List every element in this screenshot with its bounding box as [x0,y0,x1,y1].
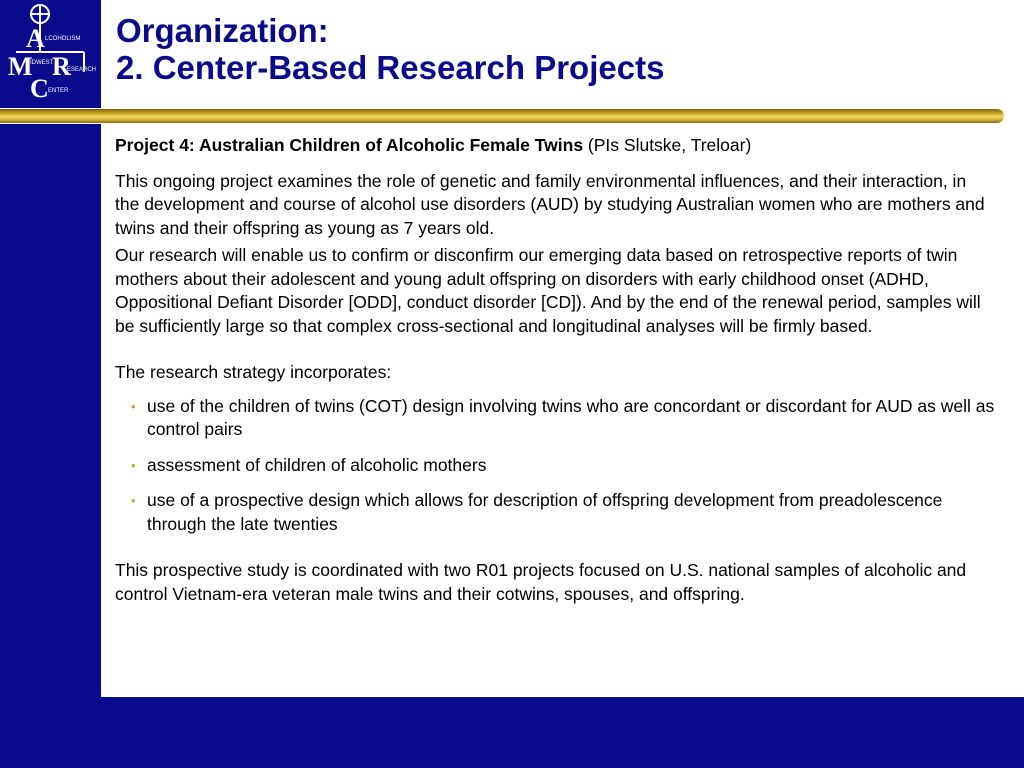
logo-letter-a: A [26,24,45,53]
logo-word-midwest: IDWEST [30,60,54,66]
bullet-icon: • [131,457,136,473]
page-title-line2: 2. Center-Based Research Projects [116,49,665,86]
project-heading [115,134,995,158]
bullet-icon: • [131,398,136,414]
page-title [116,12,664,86]
list-item [115,395,995,442]
page-title-line1: Organization: [116,12,329,49]
list-item-text: use of a prospective design which allows for description of offspring development from preadolescence through the late twenties [147,490,943,534]
bullet-icon: • [131,493,136,508]
logo-word-center: ENTER [48,88,69,94]
logo-word-research: ESEARCH [67,67,97,73]
slide-body [115,134,995,606]
marc-logo-graphic [0,0,101,108]
list-item [115,489,995,536]
footer-band [101,697,1024,768]
paragraph-closing: This prospective study is coordinated with two R01 projects focused on U.S. national samples of alcoholic and control Vietnam-era veteran male twins and their cotwins, spouses, and offspring. [115,560,967,604]
paragraph-overview: This ongoing project examines the role of genetic and family environmental influences, and their interaction, in the development and course of alcohol use disorders (AUD) by studying Australian women who are mothers and twins and their offspring as young as 7 years old. [115,170,985,238]
list-item [115,454,995,478]
project-pis: (PIs Slutske, Treloar) [583,135,752,155]
logo-letter-r: R [52,52,71,81]
list-item-text: assessment of children of alcoholic mothers [147,454,487,475]
center-logo [0,0,101,108]
paragraph-research-aims: Our research will enable us to confirm or disconfirm our emerging data based on retrospective reports of twin mothers about their adolescent and young adult offspring on disorders with early childhood onset (ADHD, Oppositional Defiant Disorder [ODD], conduct disorder [CD]). And by the end of the renewal period, samples will be sufficiently large so that complex cross-sectional and longitudinal analyses will be firmly based. [115,245,981,336]
logo-letter-c: C [30,74,49,103]
project-title: Project 4: Australian Children of Alcoholic Female Twins [115,135,584,155]
strategy-list [115,395,995,537]
left-sidebar-band [0,124,101,768]
list-item-text: use of the children of twins (COT) design involving twins who are concordant or discordant for AUD as well as control pairs [147,395,995,439]
strategy-intro: The research strategy incorporates: [115,362,392,382]
logo-letter-m: M [8,52,33,81]
logo-word-alcoholism: LCOHOLISM [45,36,81,42]
header-divider [0,109,1004,123]
